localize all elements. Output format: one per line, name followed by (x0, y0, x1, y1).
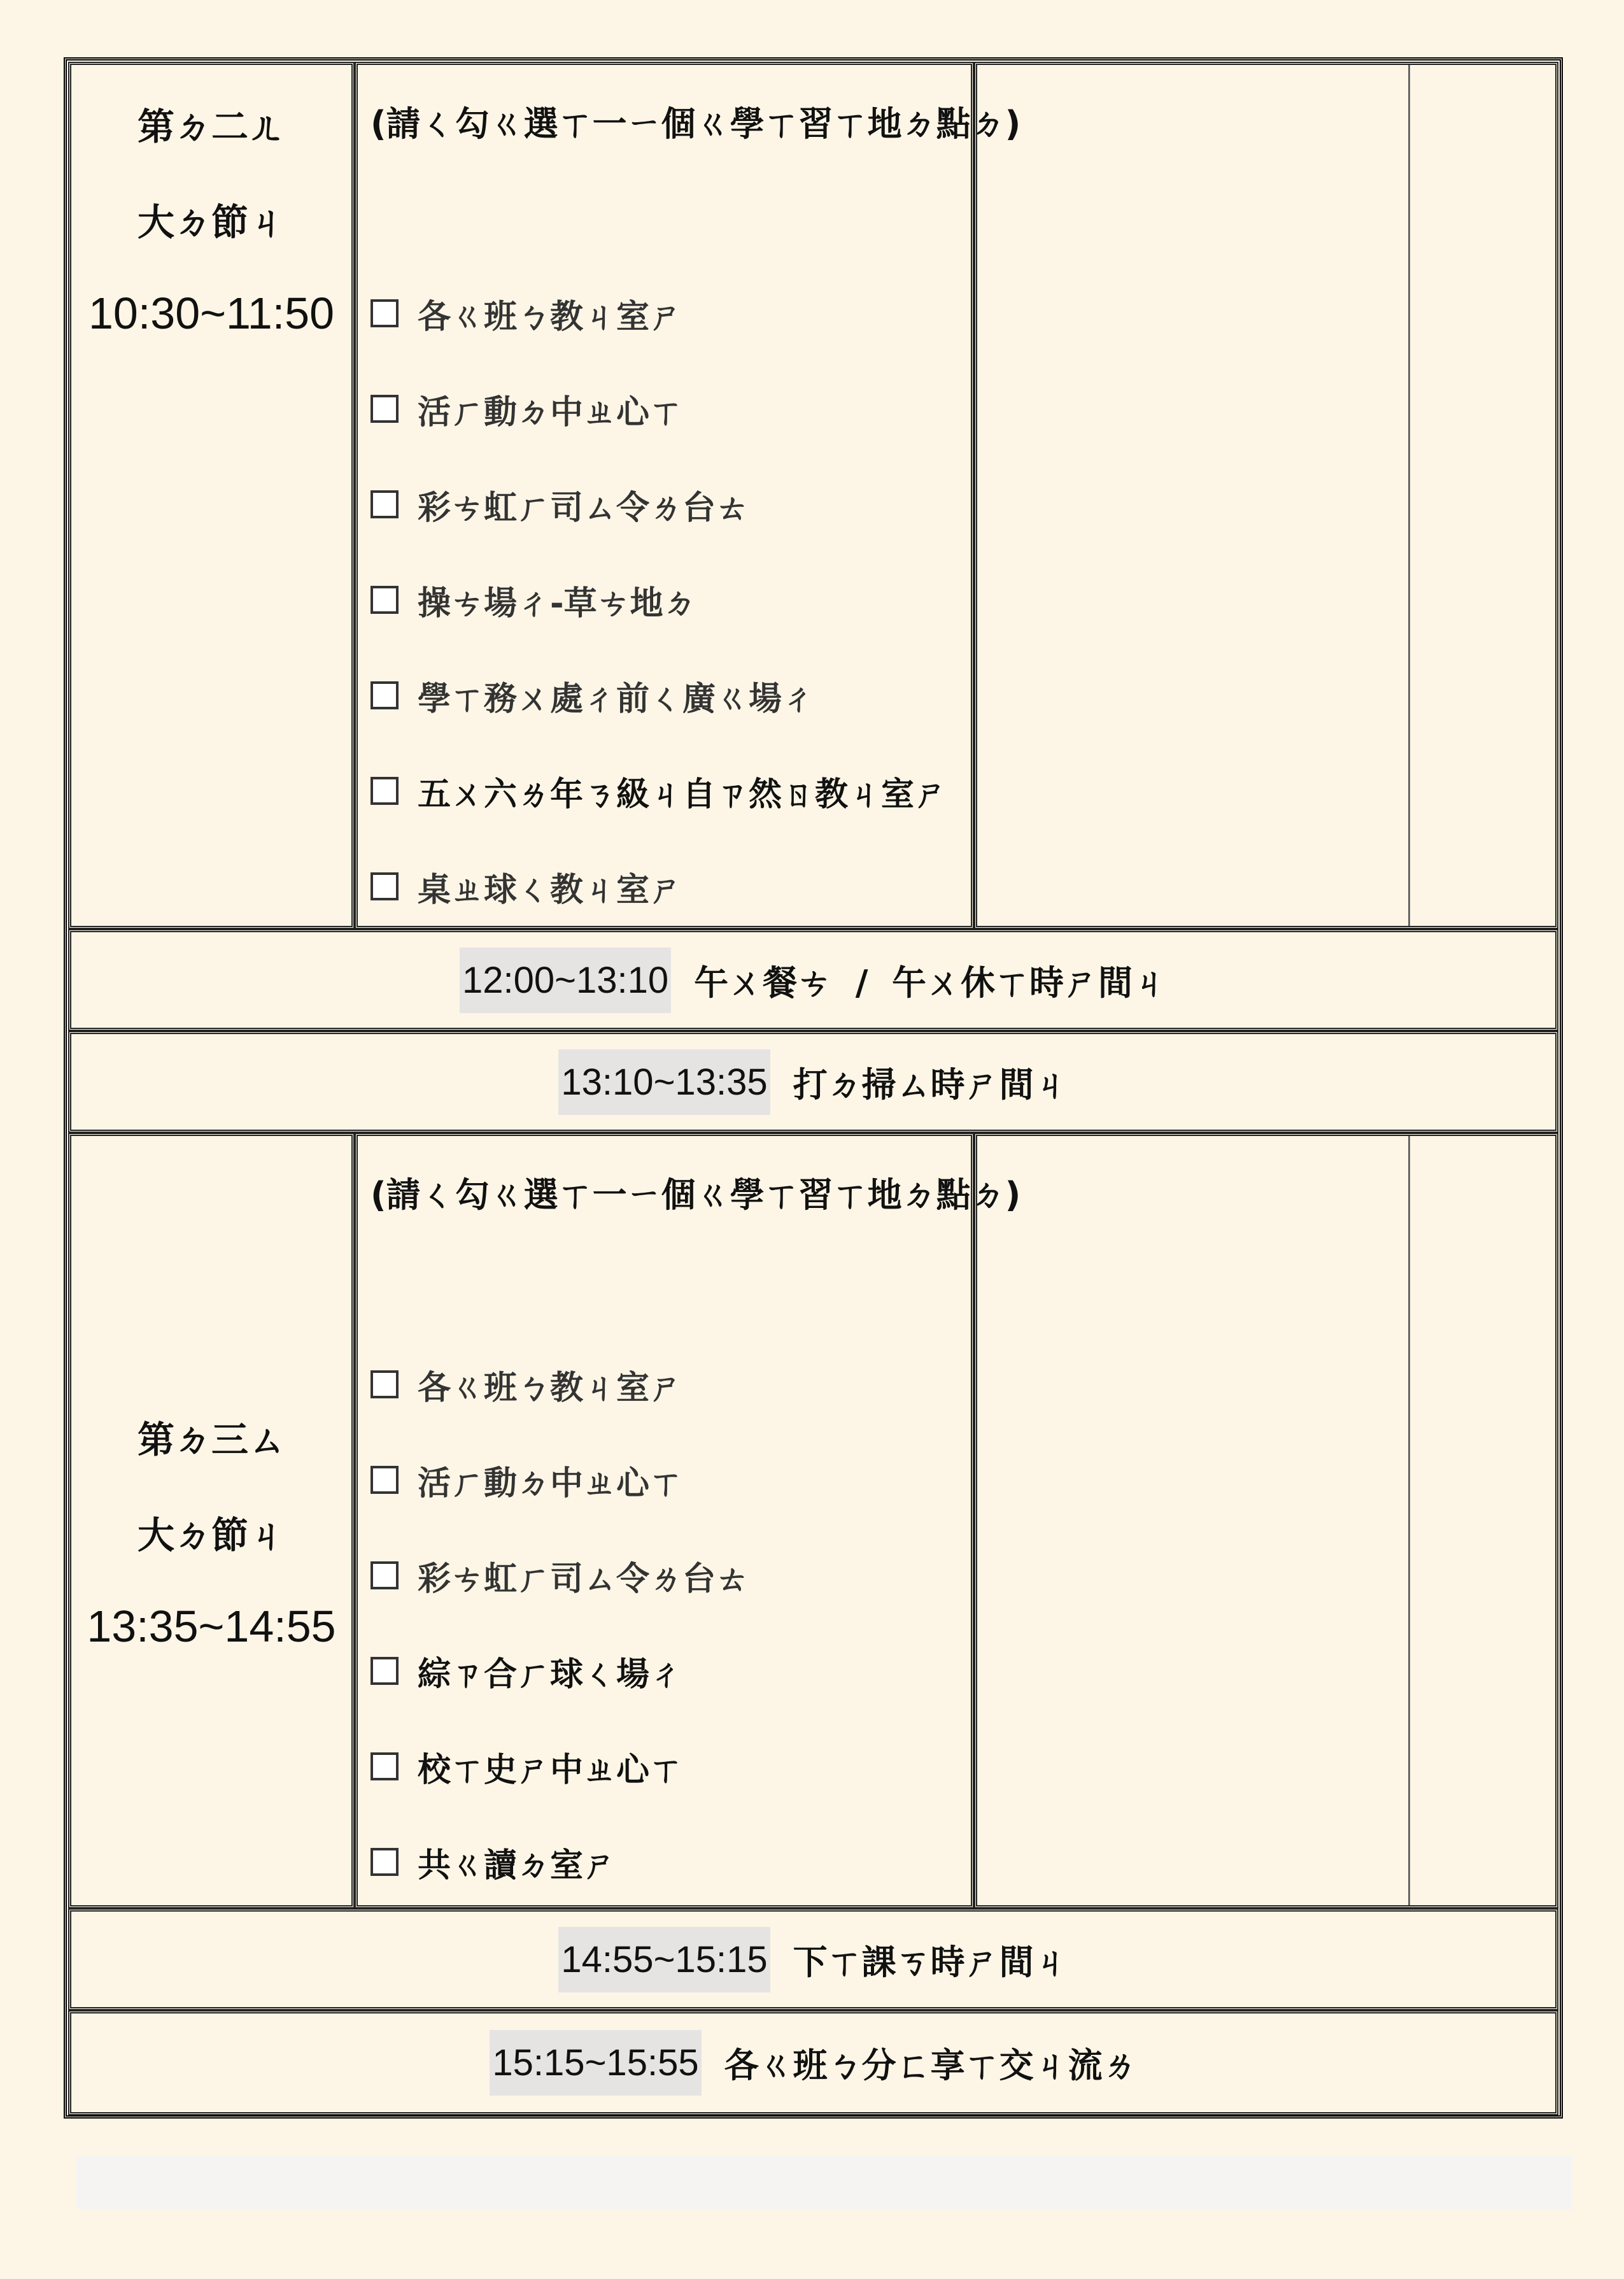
period3-option[interactable] (371, 1362, 682, 1407)
period2-notes-cell (974, 62, 1558, 929)
checkbox[interactable] (371, 1561, 399, 1589)
option-label: 校ㄒ史ㄕ中ㄓ心ㄒ (418, 1750, 683, 1789)
option-label: 各ㄍ班ㄅ教ㄐ室ㄕ (418, 1368, 683, 1407)
period3-time: 13:35~14:55 (87, 1601, 336, 1651)
period3-label-line2: 大ㄉ節ㄐ (137, 1514, 285, 1557)
checkbox[interactable] (371, 1657, 399, 1685)
recess-text: 下ㄒ課ㄎ時ㄕ間ㄐ (793, 1942, 1068, 1982)
footer-bar (76, 2155, 1572, 2210)
option-label: 活ㄏ動ㄉ中ㄓ心ㄒ (418, 1464, 683, 1503)
option-label: 操ㄘ場ㄔ-草ㄘ地ㄉ (418, 584, 696, 623)
checkbox[interactable] (371, 1466, 399, 1494)
period3-notes-cell (974, 1133, 1558, 1908)
option-label: 共ㄍ讀ㄉ室ㄕ (418, 1846, 617, 1885)
option-label: 活ㄏ動ㄉ中ㄓ心ㄒ (418, 393, 683, 432)
period3-prompt: (請ㄑ勾ㄍ選ㄒ一ㄧ個ㄍ學ㄒ習ㄒ地ㄉ點ㄉ) (371, 1175, 1021, 1215)
column-divider (1408, 65, 1410, 926)
checkbox[interactable] (371, 586, 399, 614)
cleaning-time: 13:10~13:35 (558, 1049, 770, 1115)
period2-option[interactable] (371, 387, 682, 431)
checkbox[interactable] (371, 490, 399, 518)
sharing-time: 15:15~15:55 (490, 2030, 701, 2096)
period3-option[interactable] (371, 1458, 682, 1502)
period3-option[interactable] (371, 1649, 682, 1693)
lunch-text: 午ㄨ餐ㄘ / 午ㄨ休ㄒ時ㄕ間ㄐ (694, 962, 1168, 1003)
period3-location-cell (355, 1133, 1021, 1908)
sharing-row (68, 2010, 1558, 2115)
period2-label-line1: 第ㄉ二ㄦ (137, 105, 285, 148)
period2-label-line2: 大ㄉ節ㄐ (137, 201, 285, 244)
option-label: 桌ㄓ球ㄑ教ㄐ室ㄕ (418, 870, 683, 909)
period2-option[interactable] (371, 578, 696, 622)
checkbox[interactable] (371, 1370, 399, 1398)
cleaning-row (68, 1031, 1558, 1133)
period3-option[interactable] (371, 1840, 616, 1884)
option-label: 綜ㄗ合ㄏ球ㄑ場ㄔ (418, 1655, 683, 1694)
period2-time: 10:30~11:50 (88, 288, 335, 338)
cleaning-text: 打ㄉ掃ㄙ時ㄕ間ㄐ (793, 1064, 1068, 1105)
column-divider (1408, 1136, 1410, 1905)
period2-option[interactable] (371, 864, 682, 909)
option-label: 彩ㄘ虹ㄏ司ㄙ令ㄌ台ㄊ (418, 1559, 749, 1598)
checkbox[interactable] (371, 395, 399, 423)
period2-label-cell (68, 62, 355, 929)
period3-label-cell (68, 1133, 355, 1908)
period2-option[interactable] (371, 769, 947, 813)
period2-location-cell (355, 62, 1021, 929)
period2-option[interactable] (371, 482, 749, 527)
recess-row (68, 1908, 1558, 2010)
option-label: 學ㄒ務ㄨ處ㄔ前ㄑ廣ㄍ場ㄔ (418, 679, 816, 718)
checkbox[interactable] (371, 299, 399, 327)
checkbox[interactable] (371, 777, 399, 805)
checkbox[interactable] (371, 681, 399, 709)
period3-label-line1: 第ㄉ三ㄙ (137, 1418, 285, 1461)
option-label: 各ㄍ班ㄅ教ㄐ室ㄕ (418, 297, 683, 336)
option-label: 彩ㄘ虹ㄏ司ㄙ令ㄌ台ㄊ (418, 488, 749, 527)
lunch-row (68, 929, 1558, 1031)
period3-option[interactable] (371, 1744, 682, 1789)
checkbox[interactable] (371, 1848, 399, 1876)
period2-option[interactable] (371, 673, 815, 718)
period2-prompt: (請ㄑ勾ㄍ選ㄒ一ㄧ個ㄍ學ㄒ習ㄒ地ㄉ點ㄉ) (371, 104, 1021, 144)
sharing-text: 各ㄍ班ㄅ分ㄈ享ㄒ交ㄐ流ㄌ (724, 2045, 1137, 2085)
checkbox[interactable] (371, 1752, 399, 1780)
checkbox[interactable] (371, 872, 399, 900)
period2-option[interactable] (371, 291, 682, 336)
option-label: 五ㄨ六ㄌ年ㄋ級ㄐ自ㄗ然ㄖ教ㄐ室ㄕ (418, 775, 948, 814)
period3-option[interactable] (371, 1553, 749, 1598)
lunch-time: 12:00~13:10 (460, 948, 671, 1013)
recess-time: 14:55~15:15 (558, 1927, 770, 1992)
